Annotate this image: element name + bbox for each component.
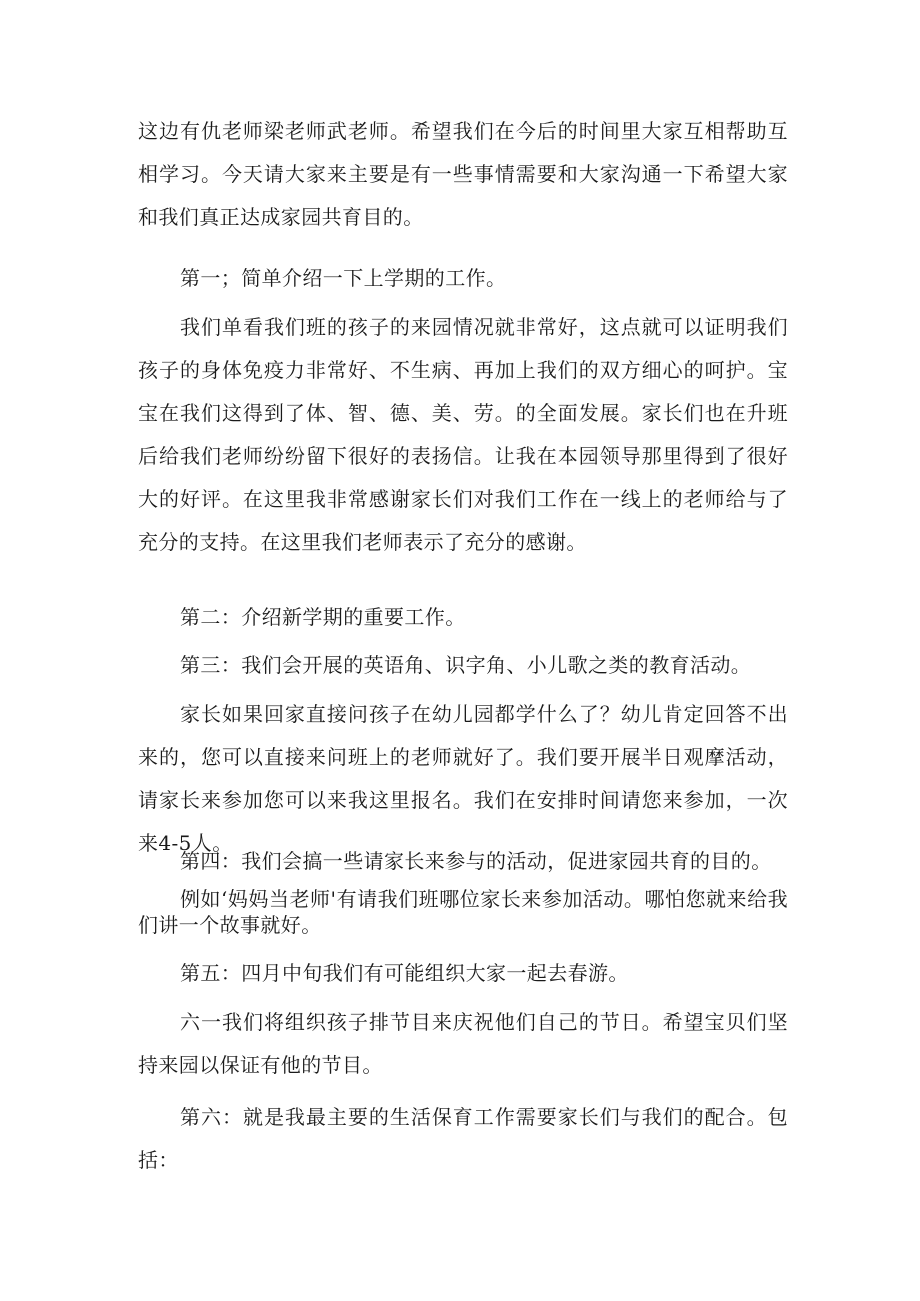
paragraph-example-activity: 例如‘妈妈当老师'有请我们班哪位家长来参加活动。哪怕您就来给我们讲一个故事就好。 xyxy=(138,887,788,937)
paragraph-teachers-intro: 这边有仇老师梁老师武老师。希望我们在今后的时间里大家互相帮助互相学习。今天请大家来主要是有一些事情需要和大家沟通一下希望大家和我们真正达成家园共育目的。 xyxy=(138,119,788,229)
paragraph-item-5: 第五：四月中旬我们有可能组织大家一起去春游。 xyxy=(180,961,629,985)
paragraph-item-3: 第三：我们会开展的英语角、识字角、小儿歌之类的教育活动。 xyxy=(180,653,752,677)
paragraph-item-1: 第一；简单介绍一下上学期的工作。 xyxy=(180,266,507,290)
paragraph-childrens-day: 六一我们将组织孩子排节目来庆祝他们自己的节日。希望宝贝们坚持来园以保证有他的节目。 xyxy=(138,1010,788,1077)
paragraph-item-6: 第六：就是我最主要的生活保育工作需要家长们与我们的配合。包括： xyxy=(138,1105,788,1172)
paragraph-item-4: 第四：我们会搞一些请家长来参与的活动，促进家园共育的目的。 xyxy=(180,849,772,873)
paragraph-last-term-review: 我们单看我们班的孩子的来园情况就非常好，这点就可以证明我们孩子的身体免疫力非常好、不生病、再加上我们的双方细心的呵护。宝宝在我们这得到了体、智、德、美、劳。的全面发展。家长们也在升班后给我们老师纷纷留下很好的表扬信。让我在本园领导那里得到了很好大的好评。在这里我非常感谢家长们对我们工作在一线上的老师给与了充分的支持。在这里我们老师表示了充分的感谢。 xyxy=(138,315,788,554)
paragraph-item-2: 第二：介绍新学期的重要工作。 xyxy=(180,605,466,629)
paragraph-half-day-observation: 家长如果回家直接问孩子在幼儿园都学什么了？幼儿肯定回答不出来的，您可以直接来问班上的老师就好了。我们要开展半日观摩活动，请家长来参加您可以来我这里报名。我们在安排时间请您来参加，一次来4-5人。 xyxy=(138,702,788,855)
